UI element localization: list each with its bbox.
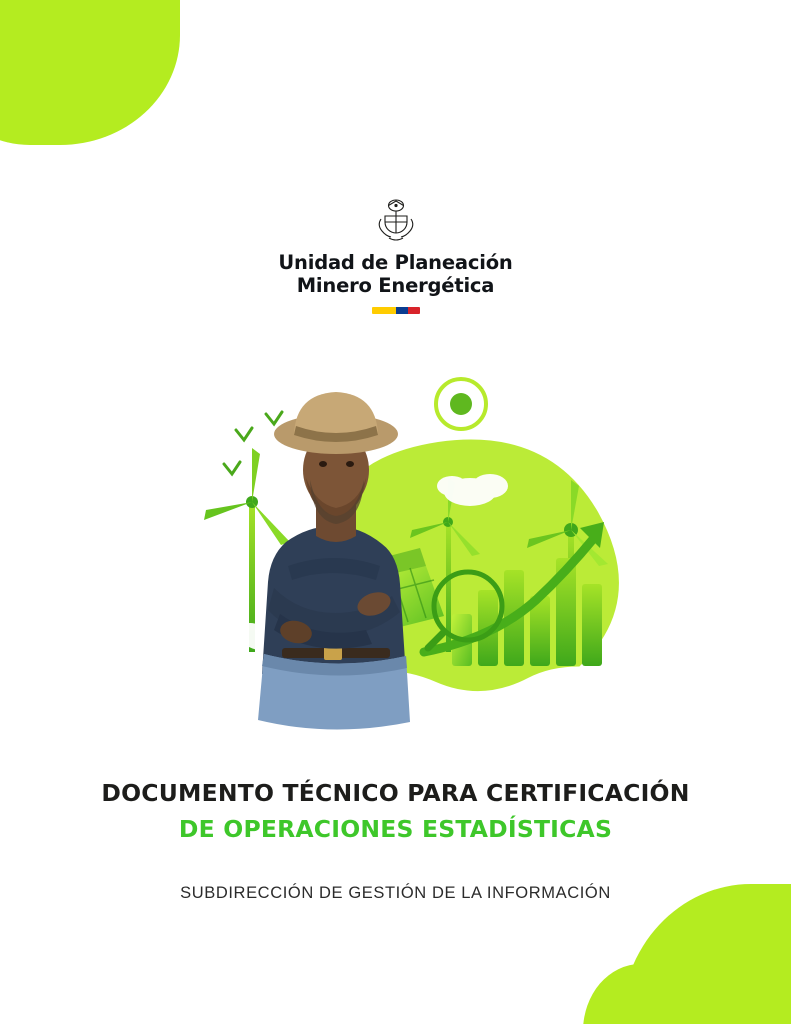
cover-title-block — [0, 778, 791, 903]
page-subtitle: SUBDIRECCIÓN DE GESTIÓN DE LA INFORMACIÓN — [180, 884, 611, 903]
page-title-accent: DE OPERACIONES ESTADÍSTICAS — [178, 815, 613, 844]
logo-line-2: Minero Energética — [296, 273, 495, 297]
farmer-portrait — [258, 392, 410, 730]
page-title: DOCUMENTO TÉCNICO PARA CERTIFICACIÓN — [101, 779, 690, 807]
bottom-right-small-blob-decoration — [583, 964, 679, 1024]
top-left-blob-decoration — [0, 0, 180, 145]
sun-circle-icon — [436, 379, 486, 429]
colombia-coat-of-arms-icon — [375, 196, 417, 244]
logo-line-1: Unidad de Planeación — [278, 251, 513, 274]
energy-transition-illustration — [178, 352, 638, 752]
upme-logo — [0, 196, 791, 314]
colombia-flag-bar-icon — [372, 307, 420, 314]
logo-text-block — [278, 252, 512, 298]
